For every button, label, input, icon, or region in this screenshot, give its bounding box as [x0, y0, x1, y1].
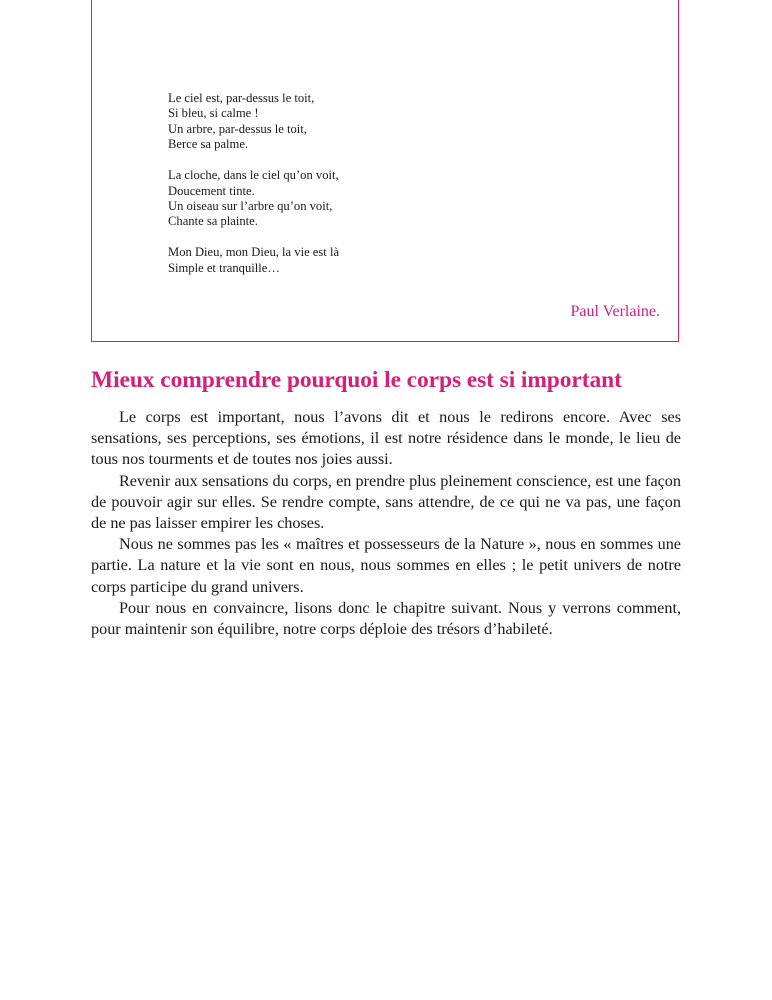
poem-author: Paul Verlaine. — [570, 303, 660, 320]
poem-line: Si bleu, si calme ! — [168, 106, 259, 121]
poem-stanza-2 — [168, 168, 339, 230]
poem-line: Un oiseau sur l’arbre qu’on voit, — [168, 199, 333, 214]
poem-line: Le ciel est, par-dessus le toit, — [168, 91, 315, 105]
poem-line: Berce sa palme. — [168, 137, 249, 152]
poem-stanza-3 — [168, 245, 339, 276]
body-paragraph-2: Revenir aux sensations du corps, en prendre plus pleinement conscience, est une façon de pouvoir agir sur elles. Se rendre compte, sans attendre, de ce qui ne va pas, une façon de ne pas laisser empirer les choses. — [91, 471, 681, 533]
poem-line: La cloche, dans le ciel qu’on voit, — [168, 168, 339, 183]
body-paragraph-3: Nous ne sommes pas les « maîtres et possesseurs de la Nature », nous en sommes une partie. La nature et la vie sont en nous, nous sommes en elles ; le petit univers de notre corps participe du grand univers. — [91, 535, 681, 596]
poem-line: Simple et tranquille… — [168, 260, 280, 275]
body-paragraph-1: Le corps est important, nous l’avons dit et nous le redirons encore. Avec ses sensations, ses perceptions, ses émotions, il est notre résidence dans le monde, le lieu de tous nos tourments et de toutes nos joies aussi. — [91, 408, 681, 469]
poem-line: Un arbre, par-dessus le toit, — [168, 121, 307, 136]
poem-line: Chante sa plainte. — [168, 214, 258, 229]
poem-box — [91, 0, 679, 342]
poem-line: Doucement tinte. — [168, 183, 255, 198]
body-paragraph-4: Pour nous en convaincre, lisons donc le chapitre suivant. Nous y verrons comment, pour maintenir son équilibre, notre corps déploie des trésors d’habileté. — [91, 598, 681, 639]
poem — [168, 91, 339, 276]
poem-line: Mon Dieu, mon Dieu, la vie est là — [168, 245, 340, 260]
section-body — [91, 407, 681, 640]
section-title: Mieux comprendre pourquoi le corps est si important — [91, 367, 622, 393]
poem-stanza-1 — [168, 91, 339, 153]
